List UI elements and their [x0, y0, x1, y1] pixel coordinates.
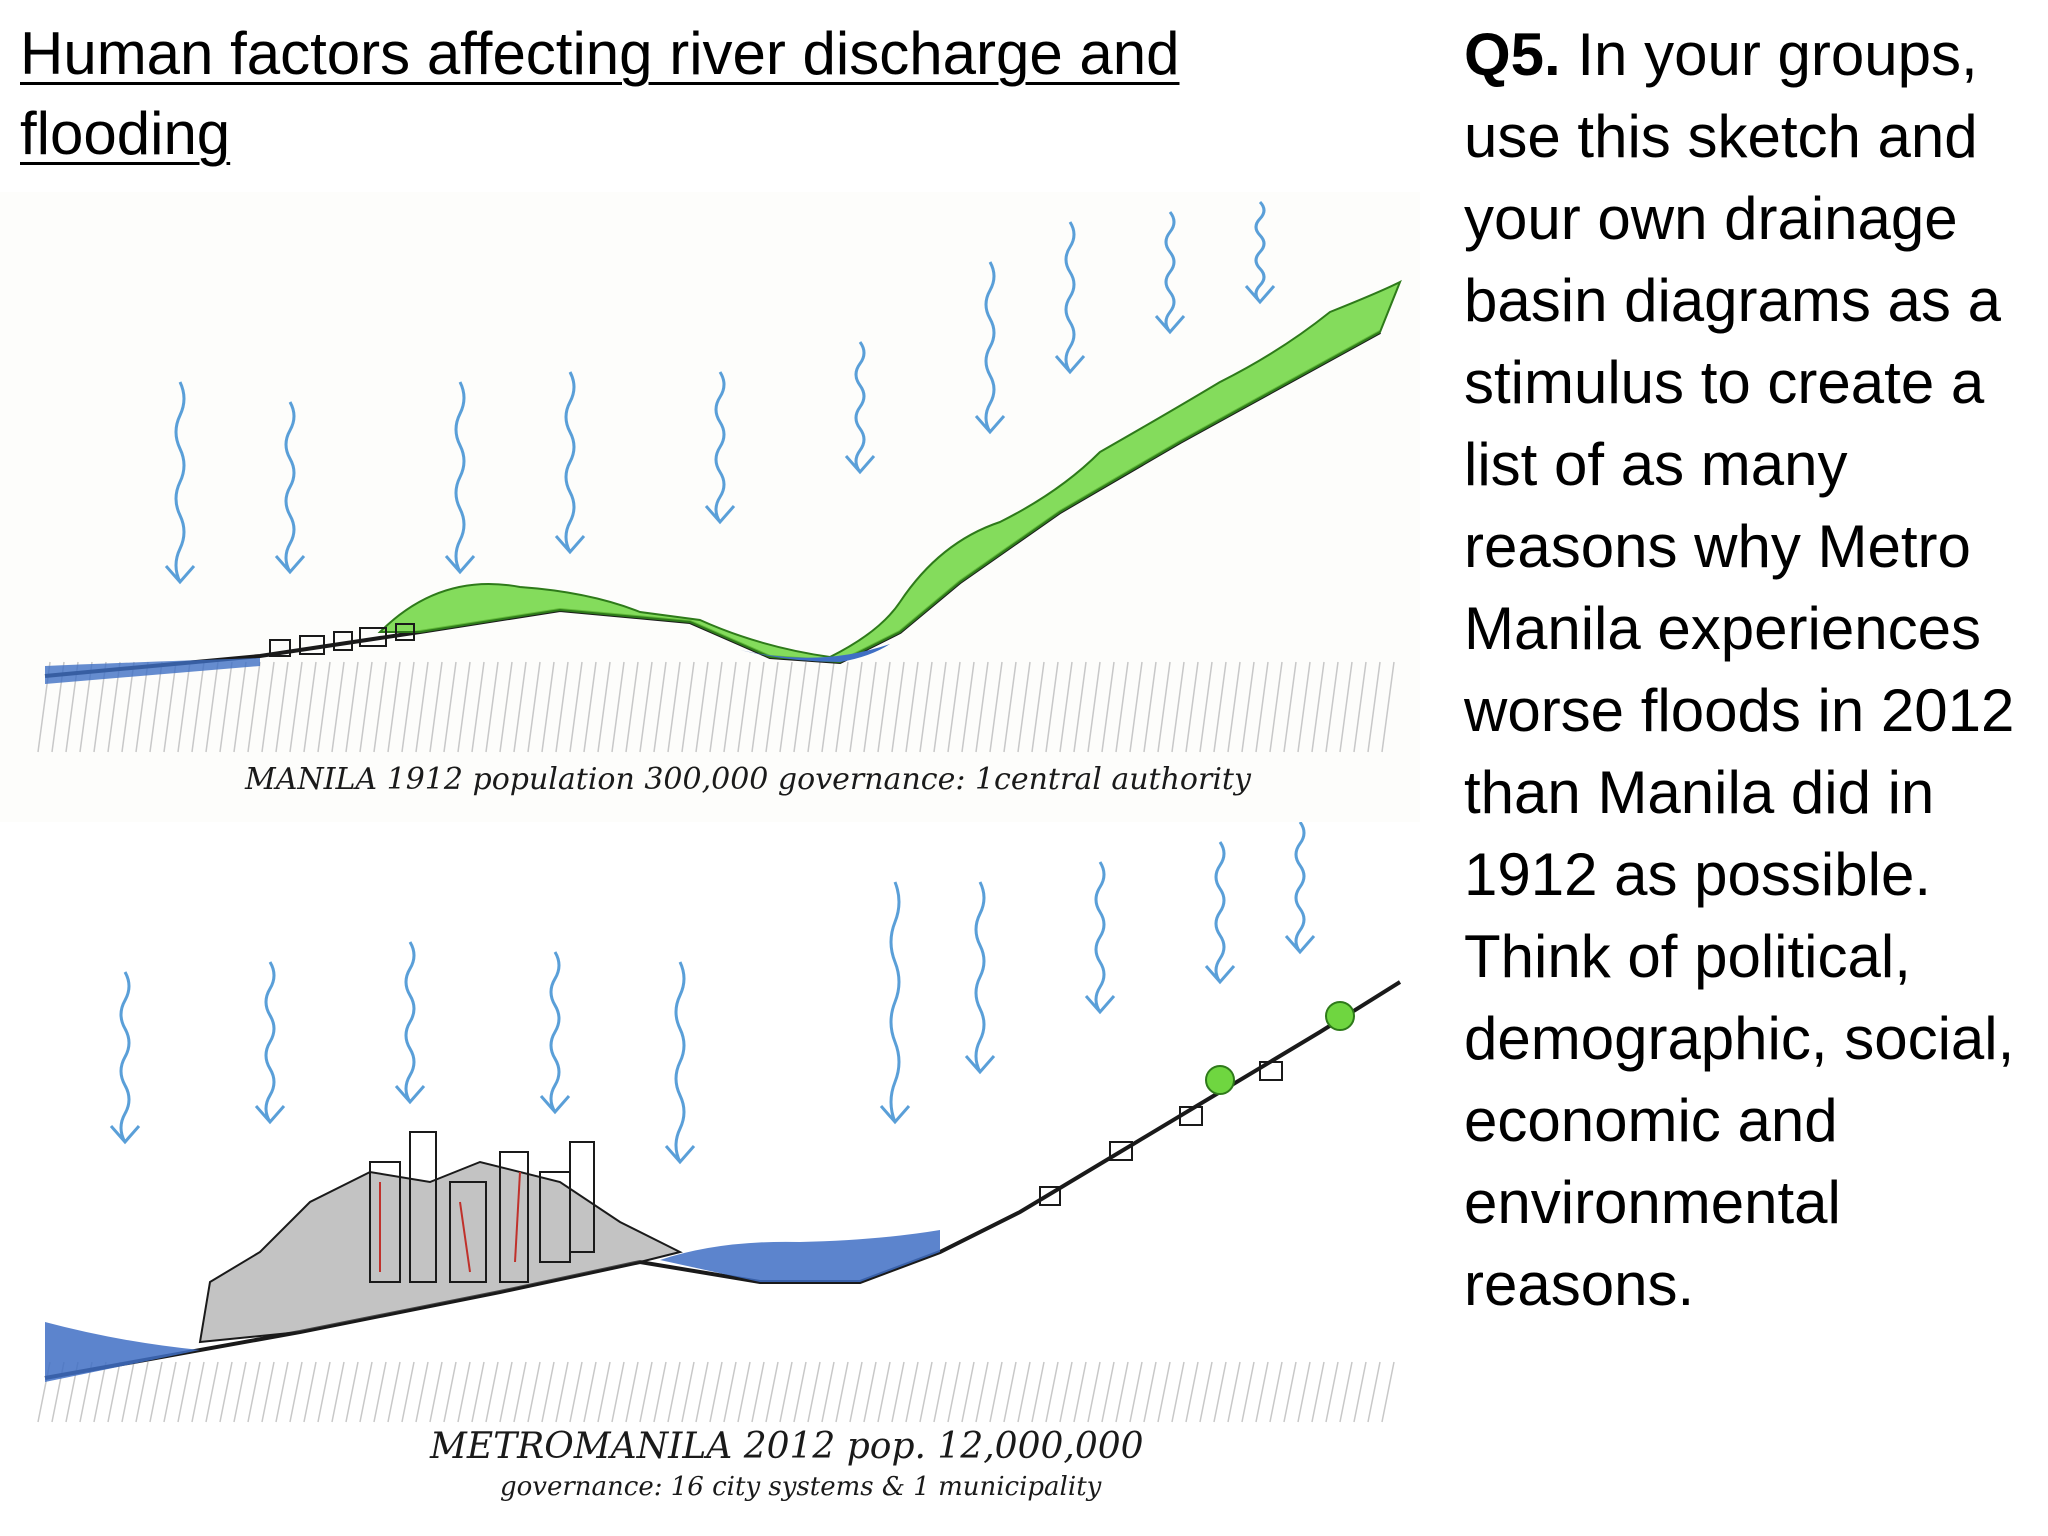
hatch-stroke: [1102, 1362, 1114, 1422]
hatch-stroke: [528, 662, 540, 752]
rain-arrow: [1056, 222, 1084, 372]
hatch-stroke: [458, 1362, 470, 1422]
hatch-stroke: [1004, 662, 1016, 752]
hatch-stroke: [1312, 1362, 1324, 1422]
hatch-stroke: [164, 662, 176, 752]
hatch-stroke: [738, 662, 750, 752]
hatch-stroke: [486, 1362, 498, 1422]
rain-arrow: [276, 402, 304, 572]
rain-arrow: [256, 962, 284, 1122]
rain-arrow: [966, 882, 994, 1072]
hatch-stroke: [206, 662, 218, 752]
hatch-stroke: [710, 1362, 722, 1422]
hatch-stroke: [598, 1362, 610, 1422]
hatch-stroke: [1382, 1362, 1394, 1422]
hatch-stroke: [346, 1362, 358, 1422]
hatch-stroke: [1018, 1362, 1030, 1422]
hatch-stroke: [486, 662, 498, 752]
hatch-stroke: [1242, 662, 1254, 752]
hatch-stroke: [1354, 662, 1366, 752]
hatch-stroke: [332, 662, 344, 752]
ground-hatching-2012: [38, 1362, 1394, 1422]
hatch-stroke: [570, 1362, 582, 1422]
hatch-stroke: [906, 1362, 918, 1422]
rain-arrow: [1246, 202, 1274, 302]
hatch-stroke: [360, 1362, 372, 1422]
hatch-stroke: [276, 1362, 288, 1422]
hatch-stroke: [794, 1362, 806, 1422]
hatch-stroke: [1214, 662, 1226, 752]
hatch-stroke: [1200, 662, 1212, 752]
hatch-stroke: [318, 1362, 330, 1422]
hatch-stroke: [150, 662, 162, 752]
hatch-stroke: [1088, 1362, 1100, 1422]
rain-arrow: [666, 962, 694, 1162]
rain-arrows-2012: [111, 822, 1314, 1162]
hatch-stroke: [430, 662, 442, 752]
rain-arrow: [396, 942, 424, 1102]
hatch-stroke: [374, 662, 386, 752]
hatch-stroke: [878, 662, 890, 752]
hatch-stroke: [1382, 662, 1394, 752]
hatch-stroke: [192, 662, 204, 752]
hatch-stroke: [752, 662, 764, 752]
river-water-left-1912: [45, 658, 260, 684]
caption-2012-line2: governance: 16 city systems & 1 municipality: [500, 1472, 1102, 1502]
rain-arrow: [446, 382, 474, 572]
hatch-stroke: [514, 1362, 526, 1422]
hatch-stroke: [1074, 1362, 1086, 1422]
hatch-stroke: [1172, 662, 1184, 752]
sketch-manila-1912: [0, 192, 1420, 822]
hatch-stroke: [1130, 1362, 1142, 1422]
hatch-stroke: [948, 662, 960, 752]
hatch-stroke: [556, 662, 568, 752]
hatch-stroke: [136, 1362, 148, 1422]
hatch-stroke: [332, 1362, 344, 1422]
hatch-stroke: [430, 1362, 442, 1422]
vegetation-band-1912: [380, 282, 1400, 662]
hatch-stroke: [962, 662, 974, 752]
hatch-stroke: [164, 1362, 176, 1422]
hatch-stroke: [1172, 1362, 1184, 1422]
hatch-stroke: [766, 662, 778, 752]
hatch-stroke: [1186, 1362, 1198, 1422]
hatch-stroke: [388, 1362, 400, 1422]
hatch-stroke: [402, 1362, 414, 1422]
hatch-stroke: [668, 1362, 680, 1422]
hatch-stroke: [108, 1362, 120, 1422]
hatch-stroke: [948, 1362, 960, 1422]
rain-arrow: [166, 382, 194, 582]
hatch-stroke: [1102, 662, 1114, 752]
hatch-stroke: [360, 662, 372, 752]
rain-arrow: [1286, 822, 1314, 952]
hatch-stroke: [192, 1362, 204, 1422]
hatch-stroke: [836, 1362, 848, 1422]
hatch-stroke: [1116, 662, 1128, 752]
hatch-stroke: [612, 1362, 624, 1422]
hatch-stroke: [1368, 1362, 1380, 1422]
hatch-stroke: [584, 1362, 596, 1422]
hatch-stroke: [472, 662, 484, 752]
hatch-stroke: [1298, 1362, 1310, 1422]
hatch-stroke: [416, 1362, 428, 1422]
rain-arrow: [1206, 842, 1234, 982]
hatch-stroke: [696, 662, 708, 752]
hatch-stroke: [752, 1362, 764, 1422]
hatch-stroke: [1032, 662, 1044, 752]
hatch-stroke: [1256, 1362, 1268, 1422]
hatch-stroke: [262, 662, 274, 752]
hatch-stroke: [122, 1362, 134, 1422]
hatch-stroke: [416, 662, 428, 752]
hatch-stroke: [570, 662, 582, 752]
hatch-stroke: [304, 662, 316, 752]
rain-arrow: [976, 262, 1004, 432]
hatch-stroke: [654, 1362, 666, 1422]
hatch-stroke: [1284, 662, 1296, 752]
hatch-stroke: [318, 662, 330, 752]
hatch-stroke: [612, 662, 624, 752]
hatch-stroke: [892, 662, 904, 752]
rain-arrow: [541, 952, 569, 1112]
hatch-stroke: [976, 1362, 988, 1422]
hatch-stroke: [1214, 1362, 1226, 1422]
rain-arrow: [846, 342, 874, 472]
ground-hatching-1912: [38, 662, 1394, 752]
hatch-stroke: [458, 662, 470, 752]
hatch-stroke: [1228, 1362, 1240, 1422]
hatch-stroke: [934, 1362, 946, 1422]
hatch-stroke: [920, 1362, 932, 1422]
hatch-stroke: [724, 1362, 736, 1422]
hatch-stroke: [640, 1362, 652, 1422]
hatch-stroke: [1270, 1362, 1282, 1422]
hatch-stroke: [654, 662, 666, 752]
hatch-stroke: [850, 662, 862, 752]
hatch-stroke: [864, 662, 876, 752]
hatch-stroke: [234, 662, 246, 752]
hatch-stroke: [1046, 662, 1058, 752]
hatch-stroke: [934, 662, 946, 752]
hatch-stroke: [276, 662, 288, 752]
hatch-stroke: [234, 1362, 246, 1422]
hatch-stroke: [1354, 1362, 1366, 1422]
hatch-stroke: [1298, 662, 1310, 752]
hatch-stroke: [1312, 662, 1324, 752]
hatch-stroke: [444, 662, 456, 752]
hatch-stroke: [808, 662, 820, 752]
hatch-stroke: [500, 662, 512, 752]
hatch-stroke: [1144, 1362, 1156, 1422]
hatch-stroke: [500, 1362, 512, 1422]
hatch-stroke: [808, 1362, 820, 1422]
caption-2012-line1: METROMANILA 2012 pop. 12,000,000: [430, 1426, 1144, 1467]
rain-arrow: [706, 372, 734, 522]
hatch-stroke: [864, 1362, 876, 1422]
hatch-stroke: [990, 1362, 1002, 1422]
rain-arrow: [1156, 212, 1184, 332]
hatch-stroke: [780, 662, 792, 752]
hatch-stroke: [346, 662, 358, 752]
hatch-stroke: [1200, 1362, 1212, 1422]
caption-1912: MANILA 1912 population 300,000 governance: 1central authority: [245, 762, 1251, 797]
hatch-stroke: [696, 1362, 708, 1422]
rain-arrow: [556, 372, 584, 552]
question-body: In your groups, use this sketch and your own drainage basin diagrams as a stimulus to create a list of as many reasons why Metro Manila experiences worse floods in 2012 than Manila did in 1912 as possible. Think of political, demographic, social, economic and environmental reasons.: [1464, 21, 2015, 1318]
hatch-stroke: [1326, 662, 1338, 752]
rain-arrow: [881, 882, 909, 1122]
hatch-stroke: [150, 1362, 162, 1422]
question-text-block: [1464, 14, 2024, 1326]
hatch-stroke: [962, 1362, 974, 1422]
hatch-stroke: [1130, 662, 1142, 752]
hatch-stroke: [304, 1362, 316, 1422]
hatch-stroke: [444, 1362, 456, 1422]
hatch-stroke: [248, 662, 260, 752]
hatch-stroke: [1074, 662, 1086, 752]
hatch-stroke: [1186, 662, 1198, 752]
hatch-stroke: [1144, 662, 1156, 752]
hatch-stroke: [822, 1362, 834, 1422]
hatch-stroke: [220, 662, 232, 752]
hatch-stroke: [206, 1362, 218, 1422]
hatch-stroke: [542, 1362, 554, 1422]
hatch-stroke: [1018, 662, 1030, 752]
hatch-stroke: [528, 1362, 540, 1422]
rain-arrows-1912: [166, 202, 1274, 582]
hatch-stroke: [514, 662, 526, 752]
hatch-stroke: [598, 662, 610, 752]
hatch-stroke: [178, 662, 190, 752]
hatch-stroke: [836, 662, 848, 752]
hatch-stroke: [1088, 662, 1100, 752]
hatch-stroke: [1158, 1362, 1170, 1422]
hatch-stroke: [738, 1362, 750, 1422]
hatch-stroke: [766, 1362, 778, 1422]
hatch-stroke: [220, 1362, 232, 1422]
hatch-stroke: [1046, 1362, 1058, 1422]
hatch-stroke: [1340, 1362, 1352, 1422]
rain-arrow: [111, 972, 139, 1142]
hatch-stroke: [178, 1362, 190, 1422]
hatch-stroke: [1340, 662, 1352, 752]
hatch-stroke: [794, 662, 806, 752]
hatch-stroke: [1060, 662, 1072, 752]
hatch-stroke: [906, 662, 918, 752]
hatch-stroke: [710, 662, 722, 752]
hatch-stroke: [682, 662, 694, 752]
hatch-stroke: [472, 1362, 484, 1422]
hatch-stroke: [892, 1362, 904, 1422]
hatch-stroke: [374, 1362, 386, 1422]
question-label: Q5.: [1464, 21, 1561, 88]
hatch-stroke: [262, 1362, 274, 1422]
hatch-stroke: [1060, 1362, 1072, 1422]
hatch-stroke: [668, 662, 680, 752]
sketch-metro-manila-2012: [0, 822, 1420, 1536]
hatch-stroke: [290, 662, 302, 752]
slide-title: Human factors affecting river discharge and flooding: [20, 20, 1180, 167]
hatch-stroke: [626, 662, 638, 752]
hatch-stroke: [1284, 1362, 1296, 1422]
hatch-stroke: [248, 1362, 260, 1422]
hatch-stroke: [724, 662, 736, 752]
river-water-left-2012: [45, 1322, 200, 1382]
hatch-stroke: [1368, 662, 1380, 752]
hatch-stroke: [920, 662, 932, 752]
hatch-stroke: [1242, 1362, 1254, 1422]
hatch-stroke: [990, 662, 1002, 752]
hatch-stroke: [1116, 1362, 1128, 1422]
hatch-stroke: [388, 662, 400, 752]
hatch-stroke: [402, 662, 414, 752]
hatch-stroke: [878, 1362, 890, 1422]
hatch-stroke: [626, 1362, 638, 1422]
hatch-stroke: [682, 1362, 694, 1422]
hatch-stroke: [780, 1362, 792, 1422]
rain-arrow: [1086, 862, 1114, 1012]
urban-mass-2012: [200, 1162, 680, 1342]
hatch-stroke: [556, 1362, 568, 1422]
hatch-stroke: [584, 662, 596, 752]
hatch-stroke: [542, 662, 554, 752]
hatch-stroke: [1158, 662, 1170, 752]
hatch-stroke: [1228, 662, 1240, 752]
hatch-stroke: [1004, 1362, 1016, 1422]
hatch-stroke: [1032, 1362, 1044, 1422]
hatch-stroke: [1326, 1362, 1338, 1422]
hatch-stroke: [1256, 662, 1268, 752]
hatch-stroke: [290, 1362, 302, 1422]
hatch-stroke: [850, 1362, 862, 1422]
hatch-stroke: [1270, 662, 1282, 752]
hatch-stroke: [640, 662, 652, 752]
sketch-1912-drawing: [0, 192, 1420, 822]
hatch-stroke: [822, 662, 834, 752]
hatch-stroke: [976, 662, 988, 752]
